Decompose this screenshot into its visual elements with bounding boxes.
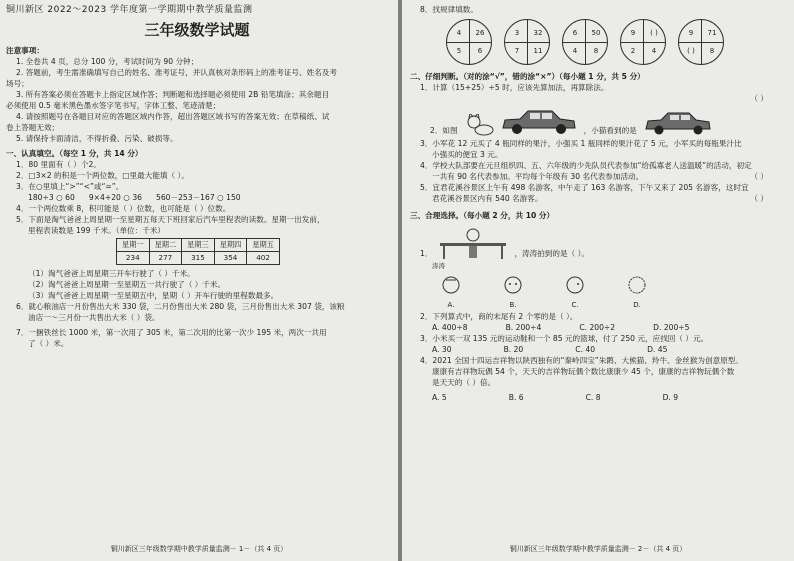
circle-cell: 32 <box>533 29 543 37</box>
choice-3-options <box>410 344 786 355</box>
question-1-5: 5．下面是淘气爸爸上周星期一至星期五每天下班回家后汽车里程表的读数。星期一出发前， <box>16 215 325 224</box>
judge-2 <box>430 108 786 136</box>
choice-4: 4．2021 全国十四运吉祥物以陕西独有的“秦岭四宝”朱鹮、大熊猫、羚牛、金丝猴为创意原型。 <box>420 356 743 365</box>
compare-item-2: 9×4+20 ○ 36 <box>88 193 142 202</box>
photo-option-icon <box>626 274 648 296</box>
note-2-cont: 场号； <box>6 79 29 88</box>
table-cell: 277 <box>149 252 182 265</box>
note-3-cont: 必须使用 0.5 毫米黑色墨水签字笔书写，字体工整、笔迹清楚； <box>6 101 221 110</box>
choice-1-num: 1． <box>420 249 433 258</box>
car-view-icon <box>643 110 713 136</box>
question-1-3: 3．在○里填上“>”“<”或“=”。 <box>16 182 124 191</box>
question-1-7-cont: 了（ ）米。 <box>28 339 69 348</box>
question-1-5-cont: 里程表读数是 199 千米。（单位：千米） <box>28 226 166 235</box>
option-c[interactable] <box>564 274 586 311</box>
circle-cell: 8 <box>593 47 599 55</box>
table-cell: 315 <box>182 252 215 265</box>
question-1-2: 2．□3×2 的积是一个两位数，□里最大能填（ ）。 <box>16 171 189 180</box>
pattern-circle <box>504 19 550 65</box>
circle-cell: ( ) <box>687 47 695 55</box>
option-b[interactable] <box>502 274 524 311</box>
circle-cell: 50 <box>591 29 601 37</box>
option-b[interactable]: B. 20 <box>503 345 524 354</box>
circle-cell: 3 <box>514 29 520 37</box>
circle-cell: 26 <box>475 29 485 37</box>
question-1-5-3: （3）淘气爸爸上周星期一至星期五中，星期（ ）开车行驶的里程数最多。 <box>28 291 279 300</box>
circle-cell: 2 <box>630 47 636 55</box>
option-label: C. <box>571 301 579 309</box>
table-header-cell: 星期三 <box>182 239 215 252</box>
circle-cell: 4 <box>456 29 462 37</box>
table-header-cell: 星期二 <box>149 239 182 252</box>
circle-cell: 4 <box>651 47 657 55</box>
circle-cell: 9 <box>688 29 694 37</box>
option-label: D. <box>633 301 641 309</box>
judge-5: 5．宜君花溪谷景区上午有 498 名游客，中午走了 163 名游客，下午又来了 205 名游客，这时宜 <box>420 183 749 192</box>
question-1-5-1: （1）淘气爸爸上周星期三开车行驶了（ ）千米。 <box>28 269 195 278</box>
judge-4-cont-text: 一共有 90 名代表参加。平均每个年级有 30 名代表参加活动。 <box>432 172 644 181</box>
table-cell: 234 <box>117 252 150 265</box>
page-title: 三年级数学试题 <box>144 21 250 39</box>
option-c[interactable]: C. 200÷2 <box>579 323 616 332</box>
choice-4-options <box>410 392 786 403</box>
desk-scene-icon <box>438 225 508 259</box>
option-label: A. <box>447 301 455 309</box>
option-d[interactable] <box>626 274 648 311</box>
option-c[interactable]: C. 8 <box>585 393 601 402</box>
note-3: 3. 所有答案必须在答题卡上指定区域作答；判断题和选择题必须使用 2B 铅笔填涂；其余题目 <box>16 90 330 99</box>
choice-3: 3．小米买一双 135 元的运动鞋和一个 85 元的篮球，付了 250 元，应找回（ ）元。 <box>420 334 709 343</box>
circle-cell: 8 <box>709 47 715 55</box>
question-1-6: 6．就心粮油店一月份售出大米 330 袋，二月份售出大米 280 袋，三月份售出大米 307 袋，该粮 <box>16 302 345 311</box>
note-4-cont: 卷上答题无效； <box>6 123 60 132</box>
section-2-heading: 二、仔细判断。（对的涂“√”，错的涂“×”）（每小题 1 分，共 5 分） <box>410 72 645 81</box>
answer-paren[interactable]: （ ） <box>750 194 768 203</box>
option-a[interactable]: A. 30 <box>432 345 452 354</box>
pattern-circles <box>446 19 786 65</box>
option-d[interactable]: D. 200÷5 <box>653 323 690 332</box>
table-header-cell: 星期一 <box>117 239 150 252</box>
compare-item-1: 180÷3 ○ 60 <box>28 193 75 202</box>
cat-icon <box>464 114 494 136</box>
choice-2-options <box>410 322 786 333</box>
compare-item-3: 560－253－167 ○ 150 <box>155 193 241 202</box>
circle-cell: ( ) <box>650 29 658 37</box>
choice-4-cont: 康康有吉祥物玩偶 54 个，天天的吉祥物玩偶个数比康康少 45 个，康康的吉祥物玩偶个数 <box>432 367 735 376</box>
odometer-table <box>116 238 280 265</box>
note-2: 2. 答题前，考生需准确填写自己的姓名、准考证号，并认真核对条形码上的准考证号、姓名及考 <box>16 68 337 77</box>
judge-4-cont <box>410 171 786 182</box>
choice-1-text: ，涛涛拍到的是（ ）。 <box>514 249 589 258</box>
table-header-cell: 星期五 <box>247 239 280 252</box>
judge-5-cont <box>410 193 786 204</box>
judge-1-text: 1．计算（15+25）÷5 时，应该先算加法，再算除法。 <box>420 83 609 92</box>
pattern-circle <box>620 19 666 65</box>
circle-cell: 9 <box>630 29 636 37</box>
choice-1 <box>420 225 786 259</box>
circle-cell: 6 <box>572 29 578 37</box>
answer-paren[interactable]: （ ） <box>750 94 768 103</box>
section-1-heading: 一、认真填空。（每空 1 分，共 14 分） <box>6 149 143 158</box>
question-1-1: 1．80 里面有（ ）个2。 <box>16 160 101 169</box>
photo-option-icon <box>502 274 524 296</box>
judge-2-text-cont: ，小猫看到的是 <box>583 126 637 135</box>
option-label: B. <box>509 301 517 309</box>
notes-title: 注意事项： <box>6 46 44 55</box>
child-name: 涛涛 <box>432 262 445 270</box>
photo-option-icon <box>564 274 586 296</box>
choice-4-cont-2: 是天天的（ ）倍。 <box>432 378 496 387</box>
judge-1 <box>410 82 786 93</box>
note-4: 4. 请按照题号在各题目对应的答题区域内作答，超出答题区域书写的答案无效；在草稿纸、试 <box>16 112 330 121</box>
note-1: 1. 全卷共 4 页，总分 100 分，考试时间为 90 分钟； <box>16 57 199 66</box>
option-b[interactable]: B. 6 <box>508 393 524 402</box>
option-a[interactable]: A. 400÷8 <box>432 323 468 332</box>
circle-cell: 4 <box>572 47 578 55</box>
option-b[interactable]: B. 200÷4 <box>505 323 542 332</box>
option-c[interactable]: C. 40 <box>575 345 596 354</box>
pattern-circle <box>678 19 724 65</box>
circle-cell: 11 <box>533 47 543 55</box>
page-footer: 铜川新区三年级数学期中教学质量监测－ 1－（共 4 页） <box>110 545 288 553</box>
photo-option-icon <box>440 274 462 296</box>
judge-4: 4．学校大队部要在元旦组织四、五、六年级的少先队员代表参加“给孤寡老人送温暖”的活动，初定 <box>420 161 752 170</box>
pattern-circle <box>446 19 492 65</box>
note-5: 5. 请保持卡面清洁，不得折叠、污染、破损等。 <box>16 134 178 143</box>
judge-3-cont: 小强买的便宜 3 元。 <box>432 150 503 159</box>
option-d[interactable]: D. 9 <box>662 393 679 402</box>
section-3-heading: 三、合理选择。（每小题 2 分，共 10 分） <box>410 211 555 220</box>
page-footer: 铜川新区三年级数学期中教学质量监测－ 2－（共 4 页） <box>509 545 687 553</box>
option-a[interactable] <box>440 274 462 311</box>
answer-paren[interactable]: （ ） <box>750 172 768 181</box>
choice-2: 2．下列算式中，商的末尾有 2 个零的是（ ）。 <box>420 312 578 321</box>
question-1-6-cont: 油店一～三月份一共售出大米（ ）袋。 <box>28 313 160 322</box>
judge-2-text: 2．如图 <box>430 126 458 135</box>
question-1-5-2: （2）淘气爸爸上周星期一至星期五一共行驶了（ ）千米。 <box>28 280 226 289</box>
judge-1-answer <box>410 93 786 104</box>
pattern-circle <box>562 19 608 65</box>
exam-header: 铜川新区 2022～2023 学年度第一学期期中教学质量监测 <box>6 5 253 15</box>
circle-cell: 6 <box>477 47 483 55</box>
question-1-7: 7．一捆铁丝长 1000 米，第一次用了 305 米，第二次用的比第一次少 195 米，两次一共用 <box>16 328 327 337</box>
circle-cell: 5 <box>456 47 462 55</box>
choice-1-options <box>440 274 786 311</box>
question-1-8: 8．找规律填数。 <box>420 5 478 14</box>
option-a[interactable]: A. 5 <box>432 393 447 402</box>
question-1-4: 4．一个两位数乘 8，积可能是（ ）位数，也可能是（ ）位数。 <box>16 204 231 213</box>
circle-cell: 71 <box>707 29 717 37</box>
page-2 <box>402 0 794 561</box>
table-header-cell: 星期四 <box>214 239 247 252</box>
option-d[interactable]: D. 45 <box>647 345 668 354</box>
table-cell: 402 <box>247 252 280 265</box>
judge-5-cont-text: 君花溪谷景区内有 540 名游客。 <box>432 194 543 203</box>
car-icon <box>500 108 578 136</box>
circle-cell: 7 <box>514 47 520 55</box>
judge-3: 3．小军花 12 元买了 4 瓶同样的果汁，小强买 1 瓶同样的果汁花了 5 元，小军买的每瓶果汁比 <box>420 139 742 148</box>
table-cell: 354 <box>214 252 247 265</box>
